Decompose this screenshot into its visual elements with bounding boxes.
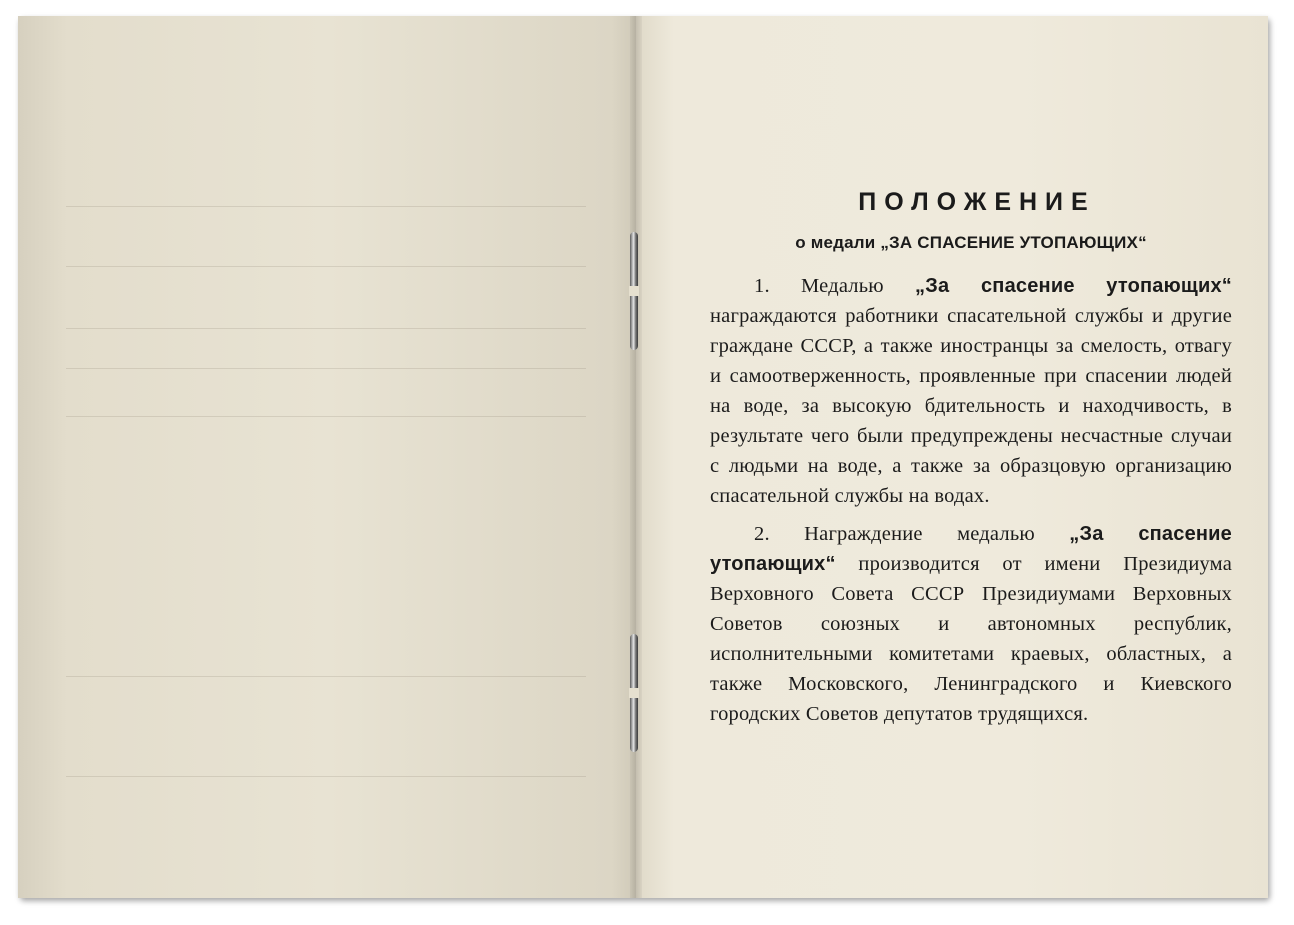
ghost-line — [66, 266, 586, 267]
ghost-line — [66, 368, 586, 369]
medal-name: „За спасение утопающих“ — [710, 523, 1232, 575]
right-page — [636, 16, 1268, 898]
booklet — [18, 16, 1268, 898]
ghost-line — [66, 328, 586, 329]
document-subtitle: о медали „ЗА СПАСЕНИЕ УТОПАЮЩИХ“ — [795, 233, 1147, 252]
ghost-line — [66, 676, 586, 677]
ghost-line — [66, 776, 586, 777]
medal-name: „За спасение утопающих“ — [915, 275, 1232, 297]
paragraph-body: производится от имени Президиума Верховного Совета СССР Президиумами Верховных Советов союзных и автономных республик, исполнительными комитетами краевых, областных, а также Московского, Ленинградского и Киевского городских Советов депутатов трудящихся. — [710, 553, 1232, 725]
paragraph-prefix: 1. Медалью — [754, 275, 916, 297]
staple-top — [630, 232, 638, 350]
regulation-text — [710, 184, 1232, 737]
ghost-line — [66, 206, 586, 207]
document-title: ПОЛОЖЕНИЕ — [858, 188, 1096, 216]
spine-fold — [630, 16, 642, 898]
paragraph-prefix: 2. Награждение медалью — [754, 523, 1070, 545]
paragraph-2 — [710, 519, 1232, 729]
ghost-line — [66, 416, 586, 417]
left-page — [18, 16, 636, 898]
paragraph-1 — [710, 271, 1232, 511]
staple-bottom — [630, 634, 638, 752]
paragraph-body: награждаются работники спасательной службы и другие граждане СССР, а также иностранцы за смелость, отвагу и самоотверженность, проявленные при спасении людей на воде, за высокую бдительность и находчивость, в результате чего были предупреждены несчастные случаи с людьми на воде, а также за образцовую организацию спасательной службы на водах. — [710, 305, 1232, 507]
